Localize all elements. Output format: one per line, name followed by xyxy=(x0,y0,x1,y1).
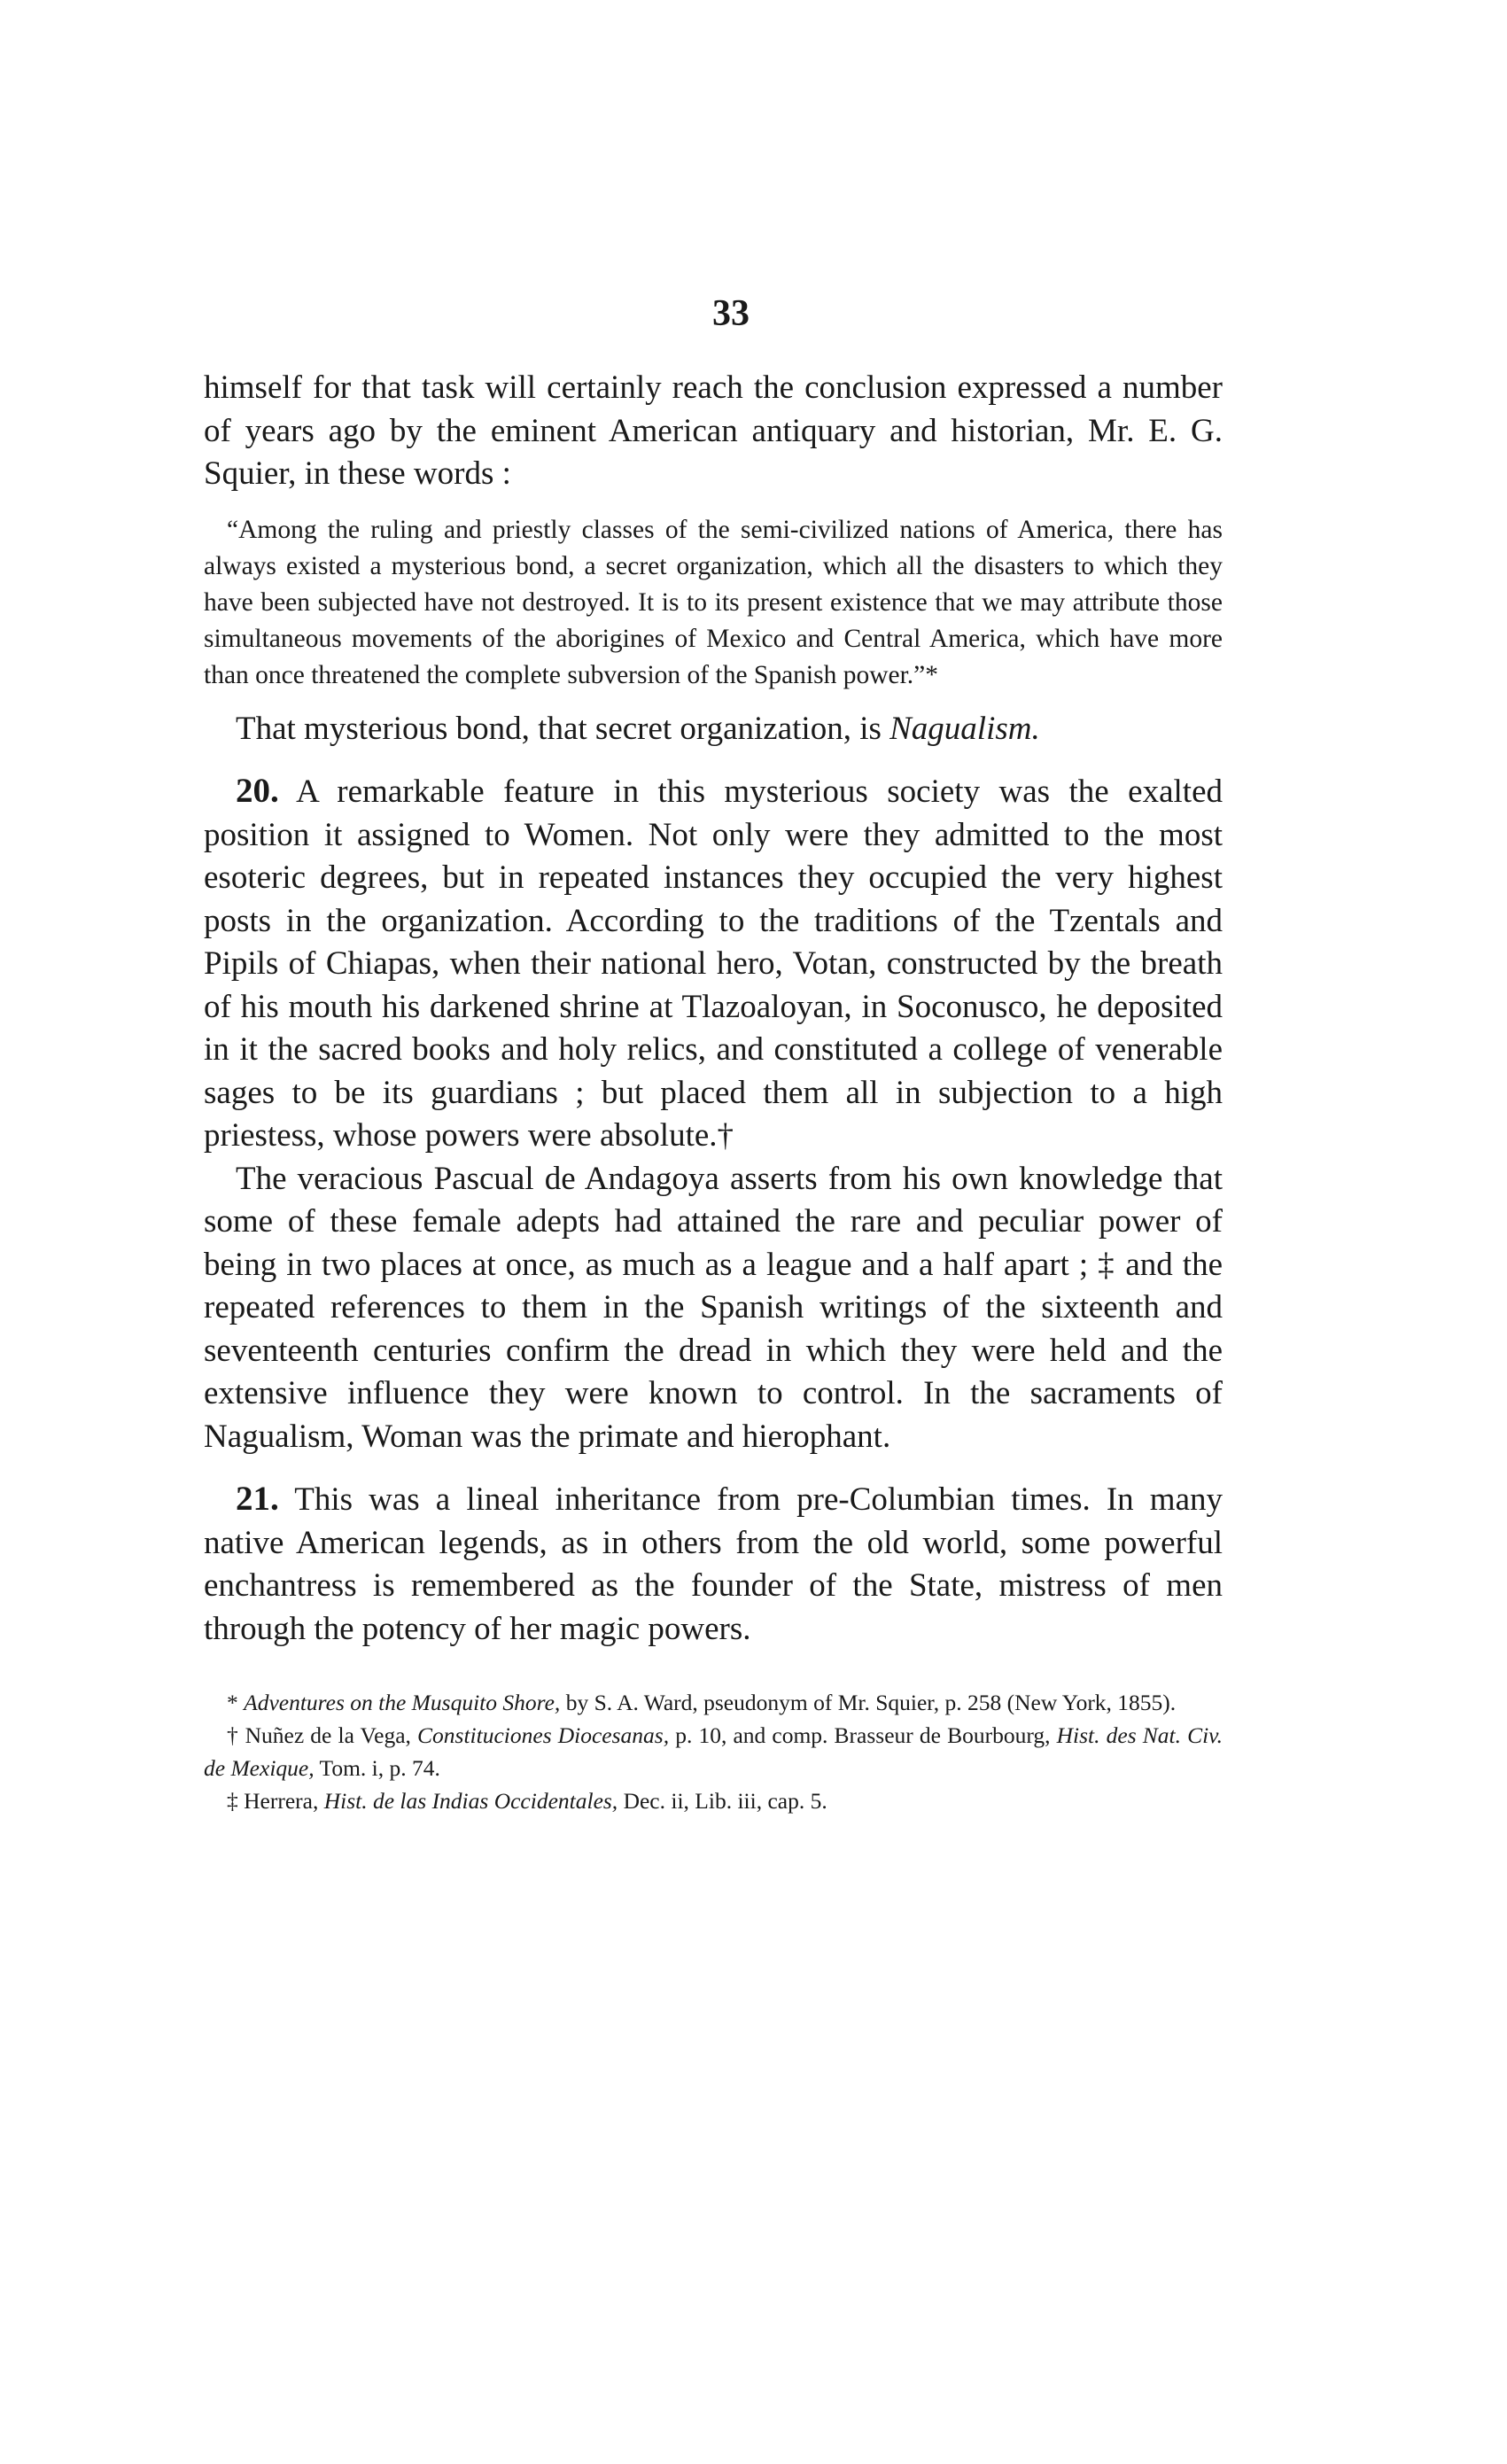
section-21-text-1: This was a lineal inheritance from pre-Columbian times. In many native American legends, as in others from the old world, some powerful enchantress is remembered as the founder of the State, mistress of men through the potency of her magic powers. xyxy=(204,1481,1223,1647)
nagualism-statement xyxy=(204,708,1223,751)
footnote-dagger-title: Constituciones Diocesanas, xyxy=(417,1722,670,1748)
squier-quotation: “Among the ruling and priestly classes of the semi-civilized nations of America, there has always existed a mysterious bond, a secret organization, which all the disasters to which they have been subjected have not destroyed. It is to its present existence that we may attribute those simultaneous movements of the aborigines of Mexico and Central America, which have more than once threatened the complete subversion of the Spanish power.”* xyxy=(204,515,1223,689)
footnote-double-dagger xyxy=(204,1784,1223,1817)
section-21 xyxy=(204,1478,1223,1651)
footnote-star-title: Adventures on the Musquito Shore, xyxy=(244,1690,561,1715)
footnote-double-dagger-mark: ‡ xyxy=(227,1788,245,1814)
footnote-dagger-title-2: Hist. des Nat. Civ. de Mexique, xyxy=(204,1722,1223,1781)
footnote-star-mark: * xyxy=(227,1690,245,1715)
footnote-dagger-lead: Nuñez de la Vega, xyxy=(245,1722,418,1748)
nagualism-statement-lead: That mysterious bond, that secret organization, is xyxy=(236,710,890,747)
footnote-double-dagger-rest: Dec. ii, Lib. iii, cap. 5. xyxy=(618,1788,827,1814)
footnote-double-dagger-title: Hist. de las Indias Occidentales, xyxy=(323,1788,618,1814)
section-20 xyxy=(204,770,1223,1458)
section-20-number: 20. xyxy=(236,772,279,810)
section-20-paragraph-1 xyxy=(204,770,1223,1158)
footnote-dagger-mark: † xyxy=(227,1722,245,1748)
section-21-number: 21. xyxy=(236,1480,279,1518)
nagualism-term: Nagualism. xyxy=(889,710,1040,747)
footnote-dagger xyxy=(204,1719,1223,1784)
footnote-dagger-rest: Tom. i, p. 74. xyxy=(314,1755,440,1781)
footnote-star xyxy=(204,1686,1223,1719)
footnotes xyxy=(204,1686,1223,1817)
footnote-dagger-mid: p. 10, and comp. Brasseur de Bourbourg, xyxy=(669,1722,1057,1748)
page-number: 33 xyxy=(712,293,750,334)
book-page xyxy=(204,292,1223,1817)
footnote-double-dagger-lead: Herrera, xyxy=(244,1788,324,1814)
intro-paragraph: himself for that task will certainly reach the conclusion expressed a number of years ago by the eminent American antiquary and historian, Mr. E. G. Squier, in these words : xyxy=(204,369,1223,492)
section-21-paragraph-1 xyxy=(204,1478,1223,1651)
section-20-paragraph-2: The veracious Pascual de Andagoya asserts from his own knowledge that some of these female adepts had attained the rare and peculiar power of being in two places at once, as much as a league and a half apart ; ‡ and the repeated references to them in the Spanish writings of the sixteenth and seventeenth centuries confirm the dread in which they were held and the extensive influence they were known to control. In the sacraments of Nagualism, Woman was the primate and hierophant. xyxy=(204,1160,1223,1455)
section-20-text-1: A remarkable feature in this mysterious society was the exalted position it assigned to Women. Not only were they admitted to the most esoteric degrees, but in repeated instances they occupied the very highest posts in the organization. According to the traditions of the Tzentals and Pipils of Chiapas, when their national hero, Votan, constructed by the breath of his mouth his darkened shrine at Tlazoaloyan, in Soconusco, he deposited in it the sacred books and holy relics, and constituted a college of venerable sages to be its guardians ; but placed them all in subjection to a high priestess, whose powers were absolute.† xyxy=(204,773,1223,1154)
footnote-star-rest: by S. A. Ward, pseudonym of Mr. Squier, p. 258 (New York, 1855). xyxy=(560,1690,1177,1715)
